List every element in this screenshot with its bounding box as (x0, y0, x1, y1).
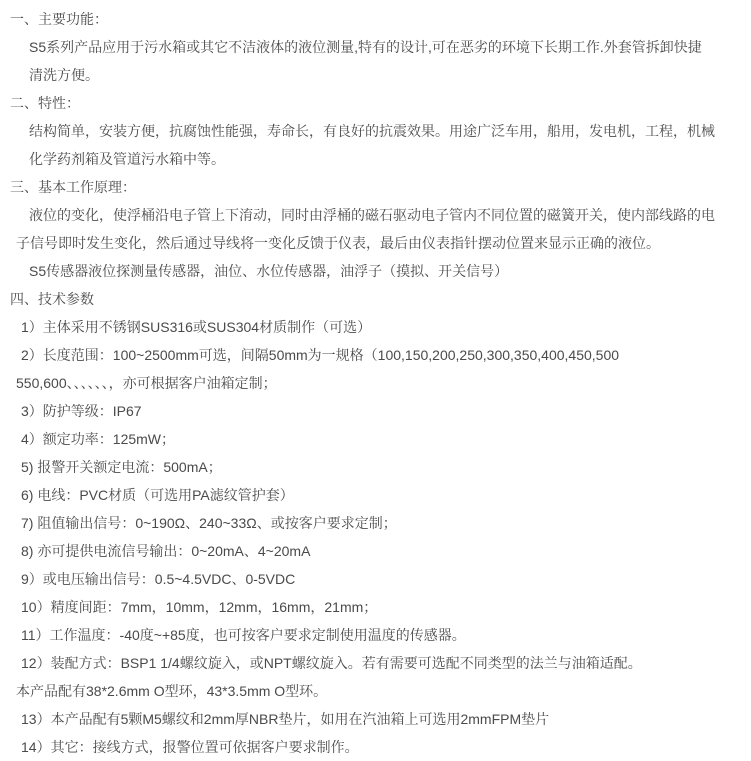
spec-item-voltage-output: 9）或电压输出信号：0.5~4.5VDC、0-5VDC (21, 571, 296, 587)
paragraph-line: S5传感器液位探测量传感器，油位、水位传感器，油浮子（摸拟、开关信号） (29, 263, 509, 279)
spec-item-protection-rating: 3）防护等级：IP67 (21, 403, 142, 419)
spec-item-mounting: 12）装配方式：BSP1 1/4螺纹旋入，或NPT螺纹旋入。若有需要可选配不同类型的法兰与油箱适配。 (21, 655, 642, 671)
spec-item-length-range-cont: 550,600、、、、、、，亦可根据客户油箱定制； (16, 375, 277, 391)
section-heading-principle: 三、基本工作原理： (10, 179, 136, 195)
paragraph-line: 清洗方便。 (29, 67, 99, 83)
spec-item-screws-gasket: 13）本产品配有5颗M5螺纹和2mm厚NBR垫片，如用在汽油箱上可选用2mmFPM垫片 (21, 711, 550, 727)
spec-item-material: 1）主体采用不锈钢SUS316或SUS304材质制作（可选） (21, 319, 372, 335)
paragraph-line: 结构简单，安装方便，抗腐蚀性能强，寿命长，有良好的抗震效果。用途广泛车用，船用，发电机，工程，机械 (29, 123, 715, 139)
paragraph-line: 液位的变化，使浮桶沿电子管上下淯动，同时由浮桶的磁石驱动电子管内不同位置的磁簧开关，使内部线路的电 (29, 207, 715, 223)
paragraph-line: S5系列产品应用于污水箱或其它不洁液体的液位测量,特有的设计,可在恶劣的环境下长期工作.外套管拆卸快捷 (29, 39, 702, 55)
spec-item-alarm-current: 5) 报警开关额定电流：500mA； (21, 459, 222, 475)
spec-item-current-output: 8) 亦可提供电流信号输出：0~20mA、4~20mA (21, 543, 311, 559)
spec-item-length-range: 2）长度范围：100~2500mm可选，间隔50mm为一规格（100,150,200,250,300,350,400,450,500 (21, 347, 620, 363)
spec-item-other: 14）其它：接线方式，报警位置可依据客户要求制作。 (21, 739, 359, 755)
section-heading-main-functions: 一、主要功能： (10, 11, 108, 27)
section-heading-parameters: 四、技术参数 (10, 291, 94, 307)
paragraph-line: 子信号即时发生变化，然后通过导线将一变化反馈于仪表，最后由仪表指针摆动位置来显示正确的液位。 (16, 235, 660, 251)
spec-item-working-temperature: 11）工作温度：-40度~+85度，也可按客户要求定制使用温度的传感器。 (21, 627, 466, 643)
spec-item-resistance-output: 7) 阻值输出信号：0~190Ω、240~33Ω、或按客户要求定制； (21, 515, 397, 531)
spec-item-rated-power: 4）额定功率：125mW； (21, 431, 176, 447)
section-heading-features: 二、特性： (10, 95, 80, 111)
paragraph-line: 化学药剂箱及管道污水箱中等。 (29, 151, 225, 167)
spec-item-precision-spacing: 10）精度间距：7mm，10mm，12mm，16mm，21mm； (21, 599, 378, 615)
spec-item-mounting-cont: 本产品配有38*2.6mm O型环，43*3.5mm O型环。 (16, 683, 328, 699)
spec-item-wire: 6) 电线：PVC材质（可选用PA滤纹管护套） (21, 487, 294, 503)
